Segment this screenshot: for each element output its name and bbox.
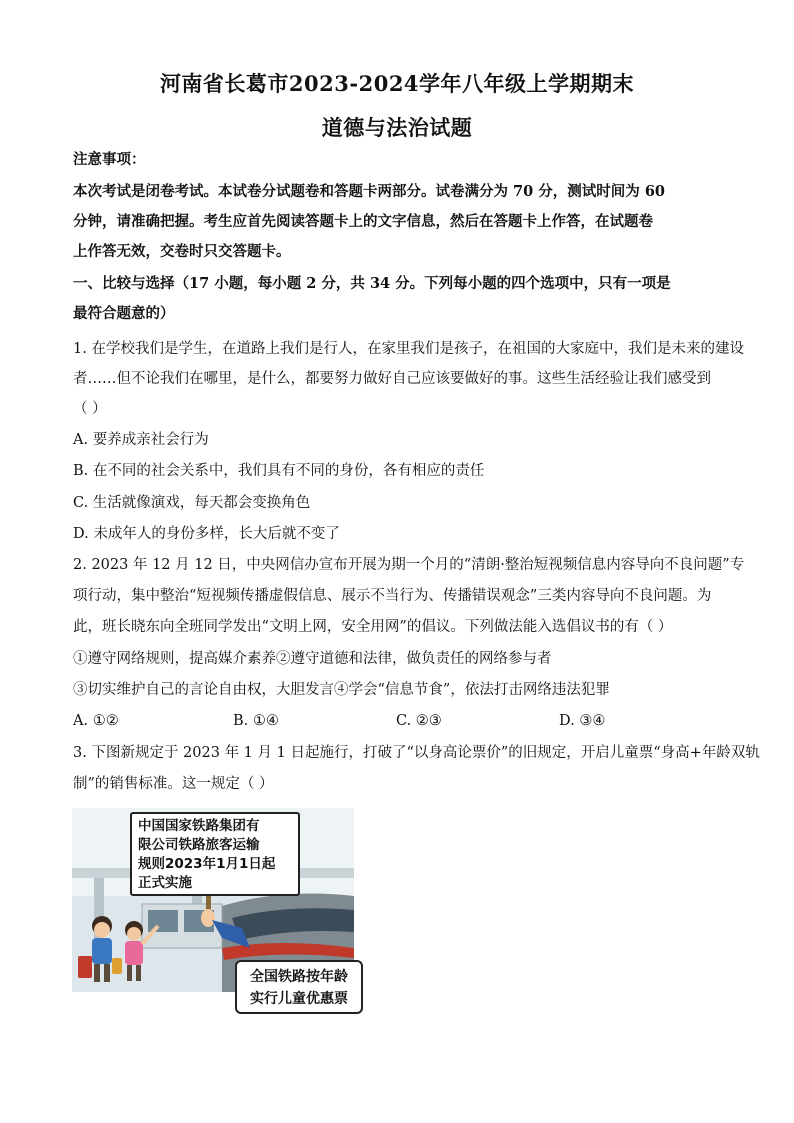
question-2-stem: 2. 2023 年 12 月 12 日，中央网信办宣布开展为期一个月的“清朗·整治短视频信息内容导向不良问题”专 <box>73 557 745 573</box>
sign-text-line: 中国国家铁路集团有 <box>138 818 260 834</box>
question-1-option-d: D. 未成年人的身份多样，长大后就不变了 <box>73 526 340 542</box>
question-1-option-b: B. 在不同的社会关系中，我们具有不同的身份，各有相应的责任 <box>73 463 485 479</box>
question-3-stem: 3. 下图新规定于 2023 年 1 月 1 日起施行，打破了“以身高论票价”的旧规定，开启儿童票“身高+年龄双轨 <box>73 745 760 761</box>
question-2-stem: 项行动，集中整治“短视频传播虚假信息、展示不当行为、传播错误观念”三类内容导向不良问题。为 <box>73 588 712 604</box>
question-2-option-d: D. ③④ <box>559 713 606 729</box>
exam-subtitle: 道德与法治试题 <box>321 115 473 140</box>
regulation-sign <box>130 812 300 896</box>
question-1-stem: 者……但不论我们在哪里，是什么，都要努力做好自己应该要做好的事。这些生活经验让我们感受到 <box>73 371 711 387</box>
exam-title: 河南省长葛市2023-2024学年八年级上学期期末 <box>159 71 635 96</box>
sign-text-line: 规则2023年1月1日起 <box>138 856 276 872</box>
sign-text-line: 正式实施 <box>138 875 192 891</box>
notice-line: 分钟，请准确把握。考生应首先阅读答题卡上的文字信息，然后在答题卡上作答，在试题卷 <box>73 213 653 230</box>
question-2-statement: ①遵守网络规则，提高媒介素养②遵守道德和法律，做负责任的网络参与者 <box>73 651 552 667</box>
railway-ticket-illustration <box>72 808 354 1007</box>
question-2-statement: ③切实维护自己的言论自由权，大胆发言④学会“信息节食”，依法打击网络违法犯罪 <box>73 682 610 698</box>
bubble-text-line: 全国铁路按年龄 <box>250 969 348 985</box>
speech-bubble <box>235 960 363 1014</box>
question-1-option-a: A. 要养成亲社会行为 <box>73 432 209 448</box>
notice-line: 本次考试是闭卷考试。本试卷分试题卷和答题卡两部分。试卷满分为 70 分，测试时间为 60 <box>73 183 665 200</box>
question-2-option-a: A. ①② <box>73 713 119 729</box>
bubble-text-line: 实行儿童优惠票 <box>250 991 348 1007</box>
question-2-option-c: C. ②③ <box>396 713 442 729</box>
question-1-option-c: C. 生活就像演戏，每天都会变换角色 <box>73 495 311 511</box>
notice-line: 上作答无效，交卷时只交答题卡。 <box>73 243 291 260</box>
sign-text-line: 限公司铁路旅客运输 <box>138 837 260 853</box>
section-heading: 最符合题意的） <box>73 305 175 322</box>
question-2-stem: 此，班长晓东向全班同学发出“文明上网，安全用网”的倡议。下列做法能入选倡议书的有（ ） <box>73 619 673 635</box>
question-1-stem: 1. 在学校我们是学生，在道路上我们是行人，在家里我们是孩子，在祖国的大家庭中，我们是未来的建设 <box>73 341 744 357</box>
notice-heading: 注意事项： <box>73 151 146 168</box>
section-heading: 一、比较与选择（17 小题，每小题 2 分，共 34 分。下列每小题的四个选项中，只有一项是 <box>73 275 671 292</box>
question-3-stem: 制”的销售标准。这一规定（ ） <box>73 776 274 792</box>
question-1-blank: （ ） <box>73 401 107 417</box>
question-2-option-b: B. ①④ <box>233 713 279 729</box>
